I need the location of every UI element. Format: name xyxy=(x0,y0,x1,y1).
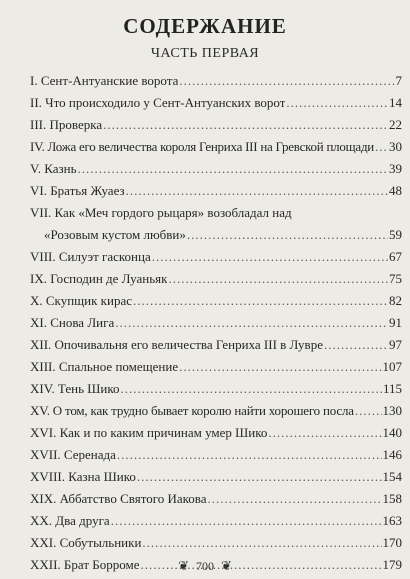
leader-dots xyxy=(133,290,388,312)
toc-entry-title: XIX. Аббатство Святого Иакова xyxy=(30,491,207,506)
toc-entry xyxy=(30,290,402,312)
table-of-contents xyxy=(30,70,402,576)
toc-entry-page: 107 xyxy=(382,359,402,374)
leader-dots xyxy=(78,158,388,180)
leader-dots xyxy=(137,466,382,488)
leader-dots xyxy=(117,444,382,466)
toc-entry-title: VII. Как «Меч гордого рыцаря» возобладал над xyxy=(30,205,292,220)
toc-entry-page: 130 xyxy=(382,403,402,418)
leader-dots xyxy=(126,180,388,202)
toc-entry xyxy=(30,70,402,92)
page-number: 700 xyxy=(196,559,214,573)
toc-entry xyxy=(30,400,402,422)
toc-entry-title: XII. Опочивальня его величества Генриха III в Лувре xyxy=(30,337,323,352)
toc-entry xyxy=(30,202,402,246)
toc-entry xyxy=(30,180,402,202)
toc-entry xyxy=(30,92,402,114)
toc-entry xyxy=(30,312,402,334)
part-heading: ЧАСТЬ ПЕРВАЯ xyxy=(150,46,260,61)
toc-entry-page: 158 xyxy=(382,491,402,506)
toc-entry-title: XI. Снова Лига xyxy=(30,315,115,330)
toc-entry xyxy=(30,334,402,356)
toc-entry-page: 7 xyxy=(395,73,402,88)
toc-entry-page: 39 xyxy=(389,161,402,176)
leader-dots xyxy=(115,312,388,334)
toc-entry xyxy=(30,136,402,158)
toc-entry xyxy=(30,422,402,444)
page-title: СОДЕРЖАНИЕ xyxy=(123,14,287,38)
toc-entry-title: XIII. Спальное помещение xyxy=(30,359,179,374)
toc-entry-page: 97 xyxy=(389,337,402,352)
leader-dots xyxy=(187,224,388,246)
leader-dots xyxy=(179,356,381,378)
page-footer xyxy=(0,558,410,574)
ornament-right-icon: ❦ xyxy=(221,558,232,573)
leader-dots xyxy=(168,268,388,290)
toc-entry-title: V. Казнь xyxy=(30,161,77,176)
leader-dots xyxy=(121,378,382,400)
toc-entry xyxy=(30,466,402,488)
toc-entry xyxy=(30,158,402,180)
toc-entry-title: VIII. Силуэт гасконца xyxy=(30,249,151,264)
toc-entry-title: II. Что происходило у Сент-Антуанских ворот xyxy=(30,95,286,110)
toc-entry-page: 179 xyxy=(382,557,402,572)
toc-entry xyxy=(30,246,402,268)
toc-entry-title: IV. Ложа его величества короля Генриха III на Гревской площади xyxy=(30,139,375,154)
toc-entry-title: XX. Два друга xyxy=(30,513,110,528)
toc-entry xyxy=(30,356,402,378)
leader-dots xyxy=(152,246,388,268)
leader-dots xyxy=(355,400,382,422)
toc-entry xyxy=(30,488,402,510)
leader-dots xyxy=(142,532,381,554)
toc-entry-title: XV. О том, как трудно бывает королю найти хорошего посла xyxy=(30,403,354,418)
toc-entry-page: 146 xyxy=(382,447,402,462)
toc-entry-title: IX. Господин де Луаньяк xyxy=(30,271,168,286)
toc-entry-title: III. Проверка xyxy=(30,117,103,132)
toc-entry xyxy=(30,510,402,532)
toc-entry-title-continued: «Розовым кустом любви» xyxy=(44,227,186,242)
leader-dots xyxy=(375,136,388,158)
toc-entry-page: 115 xyxy=(382,381,402,396)
toc-entry-page: 140 xyxy=(382,425,402,440)
leader-dots xyxy=(179,70,394,92)
toc-entry-title: XVIII. Казна Шико xyxy=(30,469,136,484)
toc-entry-page: 30 xyxy=(389,139,402,154)
toc-entry xyxy=(30,114,402,136)
leader-dots xyxy=(286,92,388,114)
toc-entry-title: XVI. Как и по каким причинам умер Шико xyxy=(30,425,268,440)
toc-entry-page: 22 xyxy=(389,117,402,132)
toc-entry xyxy=(30,268,402,290)
toc-entry-title: XVII. Серенада xyxy=(30,447,116,462)
toc-entry-title: XXI. Собутыльники xyxy=(30,535,142,550)
ornament-left-icon: ❦ xyxy=(178,558,189,573)
toc-entry-page: 67 xyxy=(389,249,402,264)
toc-entry-page: 170 xyxy=(382,535,402,550)
toc-entry-page: 75 xyxy=(389,271,402,286)
leader-dots xyxy=(103,114,388,136)
toc-entry-page: 59 xyxy=(389,227,402,242)
toc-entry xyxy=(30,444,402,466)
toc-entry-page: 163 xyxy=(382,513,402,528)
toc-entry-page: 82 xyxy=(389,293,402,308)
toc-entry-title: VI. Братья Жуаез xyxy=(30,183,125,198)
leader-dots xyxy=(111,510,382,532)
toc-entry-title: XXII. Брат Борроме xyxy=(30,557,140,572)
leader-dots xyxy=(208,488,382,510)
toc-entry-page: 91 xyxy=(389,315,402,330)
leader-dots xyxy=(324,334,388,356)
toc-entry-page: 48 xyxy=(389,183,402,198)
toc-entry-title: I. Сент-Антуанские ворота xyxy=(30,73,179,88)
toc-entry-title: X. Скупщик кирас xyxy=(30,293,132,308)
toc-entry-page: 154 xyxy=(382,469,402,484)
leader-dots xyxy=(268,422,381,444)
toc-entry xyxy=(30,378,402,400)
toc-entry-title: XIV. Тень Шико xyxy=(30,381,120,396)
toc-entry xyxy=(30,532,402,554)
toc-entry-page: 14 xyxy=(389,95,402,110)
